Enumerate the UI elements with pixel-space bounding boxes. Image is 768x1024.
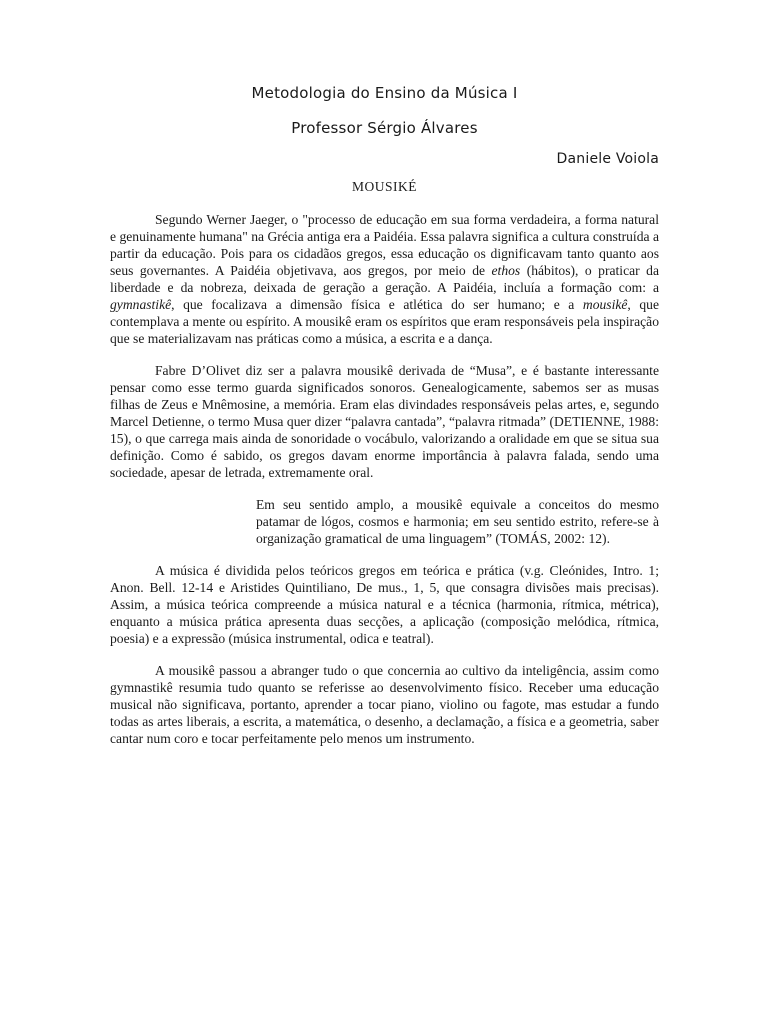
paragraph-paideia: Segundo Werner Jaeger, o "processo de educação em sua forma verdadeira, a forma natural e genuinamente humana" na Grécia antiga era a Paidéia. Essa palavra significa a cultura construída a partir da educação. Pois para os cidadãos gregos, essa educação os dignificavam tanto quanto aos seus governantes. A Paidéia objetivava, aos gregos, por meio de ethos (hábitos), o praticar da liberdade e da nobreza, deixada de geração a geração. A Paidéia, incluía a formação com: a gymnastikê, que focalizava a dimensão física e atlética do ser humano; e a mousikê, que contemplava a mente ou espírito. A mousikê eram os espíritos que eram responsáveis pela inspiração que se materializavam nas práticas como a música, a escrita e a dança. bbox=[110, 212, 659, 346]
document-page bbox=[110, 84, 659, 762]
professor-name: Professor Sérgio Álvares bbox=[291, 119, 478, 137]
paragraph-musica-teorica: A música é dividida pelos teóricos gregos em teórica e prática (v.g. Cleónides, Intro. 1; Anon. Bell. 12-14 e Aristides Quintiliano, De mus., 1, 5, que consagra divisões mais precisas). Assim, a música teórica compreende a música natural e a técnica (harmonia, rítmica, métrica), enquanto a música prática apresenta duas secções, a aplicação (composição melódica, rítmica, poesia) e a expressão (música instrumental, odica e teatral). bbox=[110, 563, 659, 646]
block-quote: Em seu sentido amplo, a mousikê equivale a conceitos do mesmo patamar de lógos, cosmos e harmonia; em seu sentido estrito, refere-se à organização gramatical de uma linguagem” (TOMÁS, 2002: 12). bbox=[256, 497, 659, 546]
author-name: Daniele Voiola bbox=[556, 151, 659, 167]
paragraph-educacao-musical: A mousikê passou a abranger tudo o que concernia ao cultivo da inteligência, assim como gymnastikê resumia tudo quanto se referisse ao desenvolvimento físico. Receber uma educação musical não significava, portanto, aprender a tocar piano, violino ou fagote, mas estudar a fundo todas as artes liberais, a escrita, a matemática, o desenho, a declamação, a física e a geometria, saber cantar num coro e tocar perfeitamente pelo menos um instrumento. bbox=[110, 663, 659, 746]
section-title: MOUSIKÉ bbox=[351, 179, 417, 194]
paragraph-musa: Fabre D’Olivet diz ser a palavra mousikê derivada de “Musa”, e é bastante interessante pensar como esse termo guarda significados sonoros. Genealogicamente, sabemos ser as musas filhas de Zeus e Mnêmosine, a memória. Eram elas divindades responsáveis pelas artes, e, segundo Marcel Detienne, o termo Musa quer dizer “palavra cantada”, “palavra ritmada” (DETIENNE, 1988: 15), o que carrega mais ainda de sonoridade o vocábulo, valorizando a oralidade em que se situa sua definição. Como é sabido, os gregos davam enorme importância à palavra falada, sendo uma sociedade, apesar de letrada, extremamente oral. bbox=[110, 363, 659, 480]
document-title: Metodologia do Ensino da Música I bbox=[251, 84, 518, 102]
